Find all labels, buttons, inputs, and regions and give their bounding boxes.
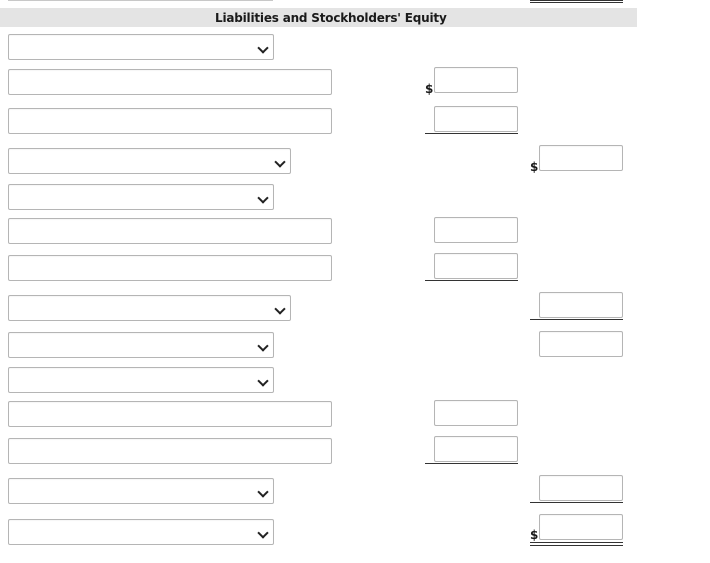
account-select-1[interactable] (8, 34, 274, 60)
currency-symbol: $ (530, 160, 539, 174)
account-name-input-5[interactable] (8, 401, 332, 427)
total-underline (530, 319, 623, 320)
chevron-down-icon (257, 192, 268, 203)
chevron-down-icon (257, 375, 268, 386)
section-title: Liabilities and Stockholders' Equity (215, 11, 447, 25)
grand-total-double-underline (530, 542, 623, 546)
total-input-2[interactable] (539, 292, 623, 318)
total-input-1[interactable] (539, 145, 623, 171)
account-select-3[interactable] (8, 367, 274, 393)
total-underline (530, 502, 623, 503)
amount-input-2[interactable] (434, 106, 518, 132)
account-name-input-2[interactable] (8, 108, 332, 134)
subtotal-underline (425, 280, 518, 281)
amount-input-6[interactable] (434, 436, 518, 462)
chevron-down-icon (274, 156, 285, 167)
subtotal-underline (425, 133, 518, 134)
amount-input-1[interactable] (434, 67, 518, 93)
account-name-input-3[interactable] (8, 218, 332, 244)
top-partial-border (8, 0, 273, 1)
currency-symbol: $ (530, 528, 539, 542)
amount-input-3[interactable] (434, 217, 518, 243)
subtotal-label-select-2[interactable] (8, 295, 291, 321)
account-select-2[interactable] (8, 184, 274, 210)
account-name-input-6[interactable] (8, 438, 332, 464)
amount-input-5[interactable] (434, 400, 518, 426)
subtotal-underline (425, 463, 518, 464)
grand-total-input[interactable] (539, 514, 623, 540)
chevron-down-icon (257, 527, 268, 538)
total-input-3[interactable] (539, 331, 623, 357)
chevron-down-icon (274, 303, 285, 314)
total-label-select-2[interactable] (8, 478, 274, 504)
chevron-down-icon (257, 42, 268, 53)
total-label-select-1[interactable] (8, 332, 274, 358)
top-double-underline (530, 0, 623, 3)
subtotal-label-select-1[interactable] (8, 148, 291, 174)
currency-symbol: $ (425, 82, 434, 96)
amount-input-4[interactable] (434, 253, 518, 279)
account-name-input-4[interactable] (8, 255, 332, 281)
total-input-4[interactable] (539, 475, 623, 501)
chevron-down-icon (257, 486, 268, 497)
chevron-down-icon (257, 340, 268, 351)
grand-total-label-select[interactable] (8, 519, 274, 545)
account-name-input-1[interactable] (8, 69, 332, 95)
